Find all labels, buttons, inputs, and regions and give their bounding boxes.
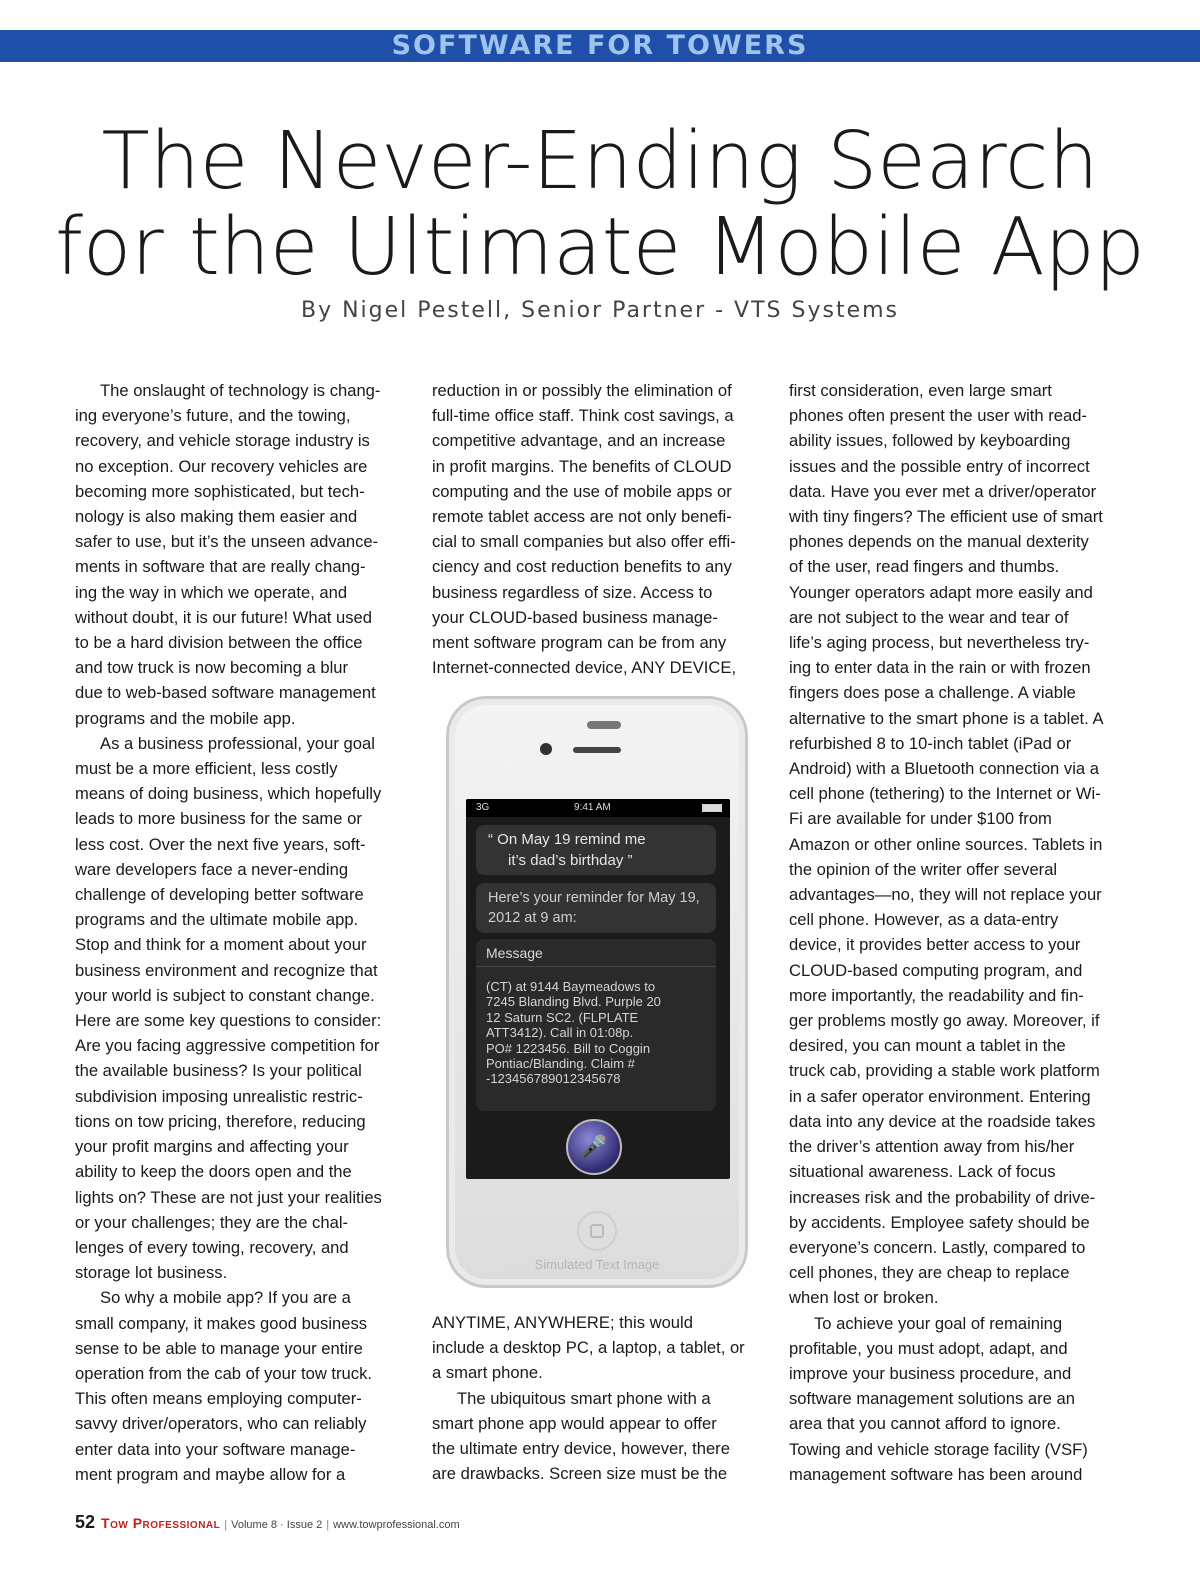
phone-status-bar [466, 799, 730, 817]
siri-response-bubble: Here’s your reminder for May 19, 2012 at 9 am: [476, 883, 716, 933]
text-line: Amazon or other online sources. Tablets in [789, 834, 1103, 854]
text-line: of the user, read fingers and thumbs. [789, 557, 1060, 577]
article-title [40, 115, 1160, 293]
message-card [476, 939, 716, 1111]
text-line: no exception. Our recovery vehicles are [75, 456, 368, 476]
text-line: safer to use, but it’s the unseen advance- [75, 532, 379, 552]
text-line: As a business professional, your goal [100, 733, 375, 753]
text-line: tions on tow pricing, therefore, reducing [75, 1111, 366, 1131]
text-line: are not subject to the wear and tear of [789, 607, 1069, 627]
text-line: data. Have you ever met a driver/operator [789, 481, 1097, 501]
magazine-name: Tow Professional [101, 1515, 221, 1531]
text-line: ing to enter data in the rain or with frozen [789, 658, 1091, 678]
text-line: desired, you can mount a tablet in the [789, 1036, 1066, 1056]
text-line: in profit margins. The benefits of CLOUD [432, 456, 732, 476]
text-line: your CLOUD-based business manage- [432, 607, 718, 627]
siri-query-bubble [476, 825, 716, 875]
text-line: in a safer operator environment. Entering [789, 1086, 1091, 1106]
text-line: management software has been around [789, 1464, 1083, 1484]
text-line: lights on? These are not just your realities [75, 1187, 382, 1207]
text-line: everyone’s concern. Lastly, compared to [789, 1237, 1086, 1257]
text-line: ability issues, followed by keyboarding [789, 431, 1071, 451]
text-line: situational awareness. Lack of focus [789, 1162, 1056, 1182]
microphone-icon: 🎤 [566, 1119, 622, 1175]
article-column-1 [75, 378, 411, 1487]
text-line: enter data into your software manage- [75, 1439, 356, 1459]
text-line: more importantly, the readability and fin- [789, 985, 1084, 1005]
text-line: less cost. Over the next five years, soft- [75, 834, 366, 854]
text-line: ment program and maybe allow for a [75, 1464, 346, 1484]
text-line: reduction in or possibly the elimination of [432, 381, 732, 400]
text-line: nology is also making them easier and [75, 507, 358, 527]
text-line: the available business? Is your political [75, 1061, 362, 1081]
text-line: Internet-connected device, ANY DEVICE, [432, 658, 737, 678]
text-line: improve your business procedure, and [789, 1363, 1072, 1383]
text-line: when lost or broken. [789, 1288, 939, 1308]
query-line-1: “ On May 19 remind me [488, 831, 646, 848]
text-line: Fi are available for under $100 from [789, 809, 1052, 829]
website-url: www.towprofessional.com [333, 1519, 460, 1531]
page-number: 52 [75, 1512, 96, 1532]
text-line: and tow truck is now becoming a blur [75, 658, 349, 678]
phone-camera [540, 743, 552, 755]
text-line: challenge of developing better software [75, 885, 364, 905]
article-column-2-bottom [432, 1310, 768, 1486]
text-line: Android) with a Bluetooth connection via a [789, 759, 1099, 779]
text-line: ware developers face a never-ending [75, 859, 349, 879]
text-line: remote tablet access are not only benefi- [432, 507, 732, 527]
text-line: Here are some key questions to consider: [75, 1011, 382, 1031]
text-line: CLOUD-based computing program, and [789, 960, 1083, 980]
text-line: or your challenges; they are the chal- [75, 1212, 349, 1232]
text-line: ments in software that are really chang- [75, 557, 366, 577]
text-line: truck cab, providing a stable work platform [789, 1061, 1100, 1081]
text-line: Stop and think for a moment about your [75, 935, 367, 955]
text-line: programs and the ultimate mobile app. [75, 910, 359, 930]
article-column-3 [789, 378, 1125, 1487]
text-line: due to web-based software management [75, 683, 376, 703]
text-line: The ubiquitous smart phone with a [457, 1388, 711, 1408]
text-line: computing and the use of mobile apps or [432, 481, 732, 501]
text-line: cell phones, they are cheap to replace [789, 1263, 1070, 1283]
text-line: subdivision imposing unrealistic restric- [75, 1086, 363, 1106]
text-line: life’s aging process, but nevertheless try- [789, 633, 1090, 653]
text-line: Towing and vehicle storage facility (VSF) [789, 1439, 1088, 1459]
text-line: ment software program can be from any [432, 633, 727, 653]
page-footer [75, 1510, 460, 1534]
text-line: to be a hard division between the office [75, 633, 363, 653]
text-line: savvy driver/operators, who can reliably [75, 1414, 367, 1434]
status-time: 9:41 AM [574, 802, 611, 813]
title-line-2: for the Ultimate Mobile App [55, 201, 1145, 293]
text-line: The onslaught of technology is chang- [100, 381, 381, 400]
text-line: issues and the possible entry of incorrect [789, 456, 1090, 476]
article-column-2-top [432, 378, 768, 680]
text-line: ability to keep the doors open and the [75, 1162, 352, 1182]
text-line: a smart phone. [432, 1363, 543, 1383]
section-header-bar [0, 30, 1200, 62]
text-line: area that you cannot afford to ignore. [789, 1414, 1061, 1434]
text-line: ciency and cost reduction benefits to any [432, 557, 732, 577]
text-line: are drawbacks. Screen size must be the [432, 1464, 728, 1484]
section-label: SOFTWARE FOR TOWERS [391, 30, 809, 61]
signal-label: 3G [476, 802, 490, 813]
byline: By Nigel Pestell, Senior Partner - VTS Systems [300, 298, 899, 323]
text-line: small company, it makes good business [75, 1313, 368, 1333]
text-line: must be a more efficient, less costly [75, 759, 338, 779]
text-line: means of doing business, which hopefully [75, 784, 382, 804]
text-line: refurbished 8 to 10-inch tablet (iPad or [789, 733, 1072, 753]
query-line-2: it’s dad’s birthday ” [508, 852, 633, 869]
text-line: include a desktop PC, a laptop, a tablet, or [432, 1338, 745, 1358]
text-line: with tiny fingers? The efficient use of smart [789, 507, 1103, 527]
text-line: the opinion of the writer offer several [789, 859, 1058, 879]
text-line: operation from the cab of your tow truck. [75, 1363, 372, 1383]
phone-earpiece [573, 747, 621, 753]
text-line: your world is subject to constant change. [75, 985, 375, 1005]
text-line: sense to be able to manage your entire [75, 1338, 363, 1358]
text-line: recovery, and vehicle storage industry is [75, 431, 370, 451]
text-line: cell phone. However, as a data-entry [789, 910, 1059, 930]
text-line: by accidents. Employee safety should be [789, 1212, 1090, 1232]
text-line: full-time office staff. Think cost savings, a [432, 406, 734, 426]
text-line: storage lot business. [75, 1263, 228, 1283]
text-line: lenges of every towing, recovery, and [75, 1237, 349, 1257]
message-card-body: (CT) at 9144 Baymeadows to 7245 Blanding Blvd. Purple 20 12 Saturn SC2. (FLPLATE ATT3412). Call in 01:08p. PO# 1223456. Bill to Coggin Pontiac/Blanding. Claim # -123456789012345678 [486, 979, 661, 1087]
text-line: programs and the mobile app. [75, 708, 296, 728]
image-caption: Simulated Text Image [534, 1257, 660, 1272]
home-button-icon [577, 1211, 617, 1251]
message-card-title: Message [476, 939, 716, 967]
text-line: the driver’s attention away from his/her [789, 1137, 1075, 1157]
text-line: the ultimate entry device, however, there [432, 1439, 730, 1459]
text-line: first consideration, even large smart [789, 381, 1052, 400]
text-line: data into any device at the roadside takes [789, 1111, 1096, 1131]
text-line: business environment and recognize that [75, 960, 378, 980]
phone-screen [466, 799, 730, 1179]
title-line-1: The Never-Ending Search [101, 115, 1099, 207]
text-line: To achieve your goal of remaining [814, 1313, 1063, 1333]
text-line: cial to small companies but also offer effi- [432, 532, 736, 552]
text-line: software management solutions are an [789, 1389, 1075, 1409]
text-line: advantages—no, they will not replace your [789, 885, 1102, 905]
text-line: leads to more business for the same or [75, 809, 362, 829]
text-line: becoming more sophisticated, but tech- [75, 481, 365, 501]
text-line: This often means employing computer- [75, 1389, 362, 1409]
text-line: ing everyone’s future, and the towing, [75, 406, 351, 426]
text-line: ANYTIME, ANYWHERE; this would [432, 1313, 693, 1332]
text-line: competitive advantage, and an increase [432, 431, 726, 451]
text-line: business regardless of size. Access to [432, 582, 713, 602]
text-line: without doubt, it is our future! What used [75, 607, 373, 627]
phone-speaker [587, 721, 621, 729]
text-line: Are you facing aggressive competition for [75, 1036, 380, 1056]
text-line: Younger operators adapt more easily and [789, 582, 1093, 602]
phone-image [446, 696, 748, 1288]
text-line: cell phone (tethering) to the Internet or Wi- [789, 784, 1101, 804]
text-line: fingers does pose a challenge. A viable [789, 683, 1076, 703]
text-line: ing the way in which we operate, and [75, 582, 348, 602]
battery-icon [702, 804, 722, 812]
footer-separator: | [326, 1519, 330, 1531]
text-line: phones often present the user with read- [789, 406, 1087, 426]
footer-separator: | [224, 1519, 228, 1531]
text-line: alternative to the smart phone is a tablet. A [789, 708, 1104, 728]
text-line: device, it provides better access to your [789, 935, 1081, 955]
text-line: So why a mobile app? If you are a [100, 1288, 351, 1308]
text-line: smart phone app would appear to offer [432, 1413, 717, 1433]
text-line: ger problems mostly go away. Moreover, if [789, 1011, 1100, 1031]
text-line: your profit margins and affecting your [75, 1137, 349, 1157]
text-line: phones depends on the manual dexterity [789, 532, 1089, 552]
issue-info: Volume 8 · Issue 2 [231, 1519, 323, 1531]
text-line: profitable, you must adopt, adapt, and [789, 1338, 1068, 1358]
text-line: increases risk and the probability of drive- [789, 1187, 1096, 1207]
